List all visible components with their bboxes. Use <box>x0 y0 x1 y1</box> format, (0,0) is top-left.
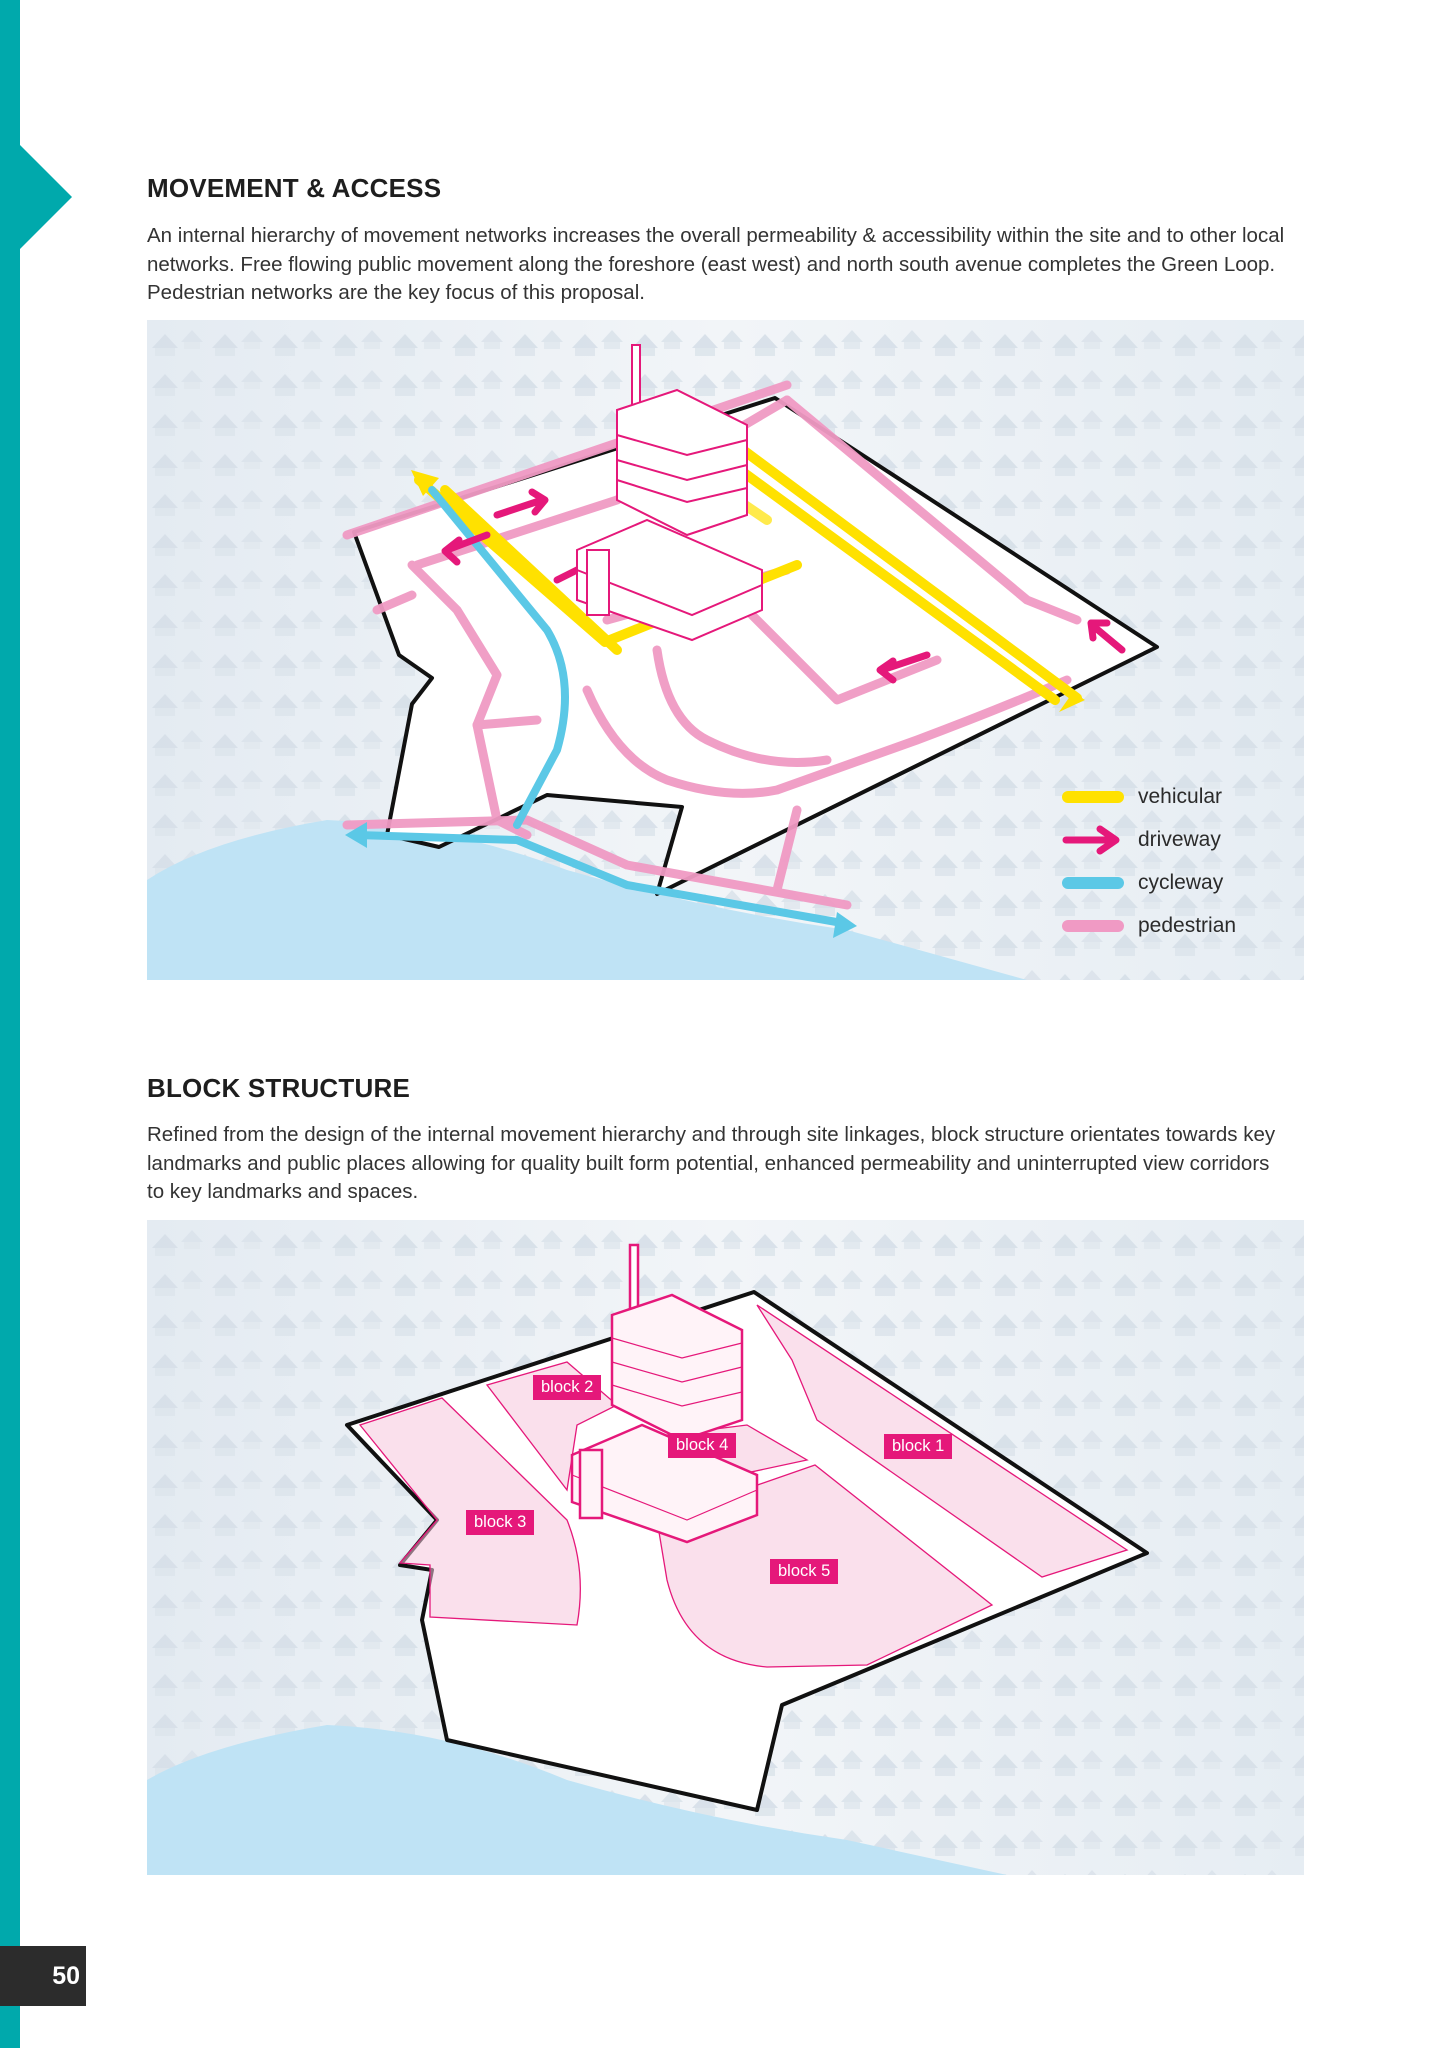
pedestrian-swatch <box>1062 920 1124 932</box>
movement-heading: MOVEMENT & ACCESS <box>147 173 442 203</box>
block-structure-paragraph: Refined from the design of the internal movement hierarchy and through site linkages, block structure orientates towards key landmarks and public places allowing for quality built form potential, enhanced permeability and uninterrupted view corridors to key landmarks and spaces. <box>147 1123 1276 1203</box>
side-accent-tab <box>0 145 20 249</box>
legend-item-cycleway <box>1062 861 1282 904</box>
block-2-label: block 2 <box>533 1375 601 1400</box>
driveway-arrow-icon <box>1062 825 1124 855</box>
block-structure-heading: BLOCK STRUCTURE <box>147 1073 410 1103</box>
legend-label: driveway <box>1138 827 1221 851</box>
vehicular-swatch <box>1062 791 1124 803</box>
movement-paragraph: An internal hierarchy of movement networks increases the overall permeability & accessibility within the site and to other local networks. Free flowing public movement along the foreshore (east west) and north south avenue completes the Green Loop. Pedestrian networks are the key focus of this proposal. <box>147 224 1285 304</box>
cycleway-swatch <box>1062 877 1124 889</box>
legend-item-vehicular <box>1062 775 1282 818</box>
side-arrow-icon <box>20 145 72 249</box>
block-structure-diagram <box>147 1220 1304 1880</box>
legend-item-pedestrian <box>1062 904 1282 947</box>
legend-label: pedestrian <box>1138 913 1237 937</box>
block-4-label: block 4 <box>668 1433 736 1458</box>
legend-label: cycleway <box>1138 870 1224 894</box>
legend-item-driveway <box>1062 818 1282 861</box>
block-5-label: block 5 <box>770 1559 838 1584</box>
block-1-label: block 1 <box>884 1434 952 1459</box>
legend-label: vehicular <box>1138 784 1223 808</box>
page-number: 50 <box>0 1946 86 2006</box>
side-accent-strip <box>0 0 20 2048</box>
movement-legend <box>1062 775 1282 947</box>
block-3-label: block 3 <box>466 1510 534 1535</box>
